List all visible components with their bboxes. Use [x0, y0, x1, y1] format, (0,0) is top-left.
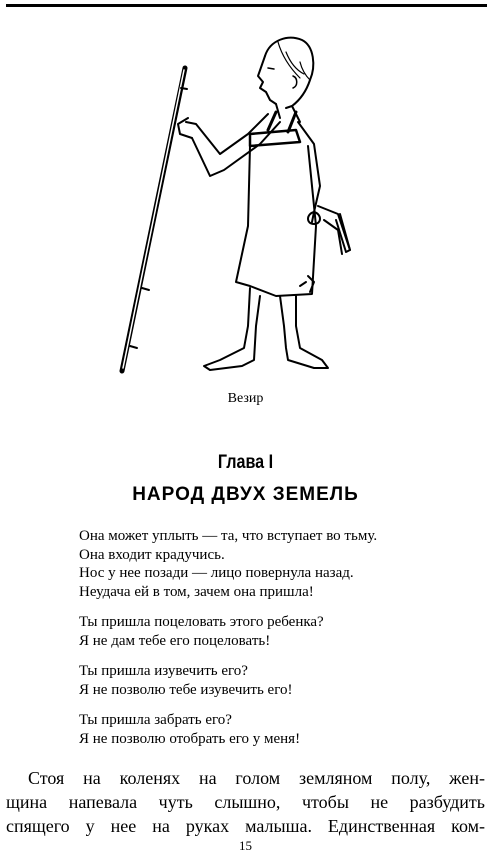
body-text-line: щина напевала чуть слышно, чтобы не разбудить [6, 792, 485, 812]
poem-line: Она входит крадучись. [79, 546, 225, 563]
poem-line: Я не дам тебе его поцеловать! [79, 632, 271, 649]
illustration-caption: Везир [227, 391, 264, 406]
vizier-illustration [100, 26, 380, 381]
poem-line: Ты пришла забрать его? [79, 712, 232, 728]
top-rule [6, 4, 487, 7]
poem-stanza [79, 527, 479, 601]
poem-line: Ты пришла поцеловать этого ребенка? [79, 614, 324, 630]
poem-stanza [79, 662, 479, 699]
poem-line: Она может уплыть — та, что вступает во тьму. [79, 528, 378, 544]
poem-line: Неудача ей в том, зачем она пришла! [79, 583, 314, 600]
epigraph-poem [79, 527, 479, 760]
poem-line: Я не позволю отобрать его у меня! [79, 730, 301, 747]
poem-line: Нос у нее позади — лицо повернула назад. [79, 565, 354, 581]
poem-line: Я не позволю тебе изувечить его! [79, 681, 293, 698]
body-text [6, 766, 485, 838]
poem-stanza [79, 613, 479, 650]
chapter-title: НАРОД ДВУХ ЗЕМЕЛЬ [132, 484, 359, 505]
body-text-line: Стоя на коленях на голом земляном полу, жен- [28, 768, 485, 788]
page-number: 15 [239, 838, 252, 853]
body-text-line: спящего у нее на руках малыша. Единственная ком- [6, 816, 485, 836]
poem-line: Ты пришла изувечить его? [79, 663, 248, 679]
chapter-label: Глава I [217, 452, 274, 473]
poem-stanza [79, 711, 479, 748]
